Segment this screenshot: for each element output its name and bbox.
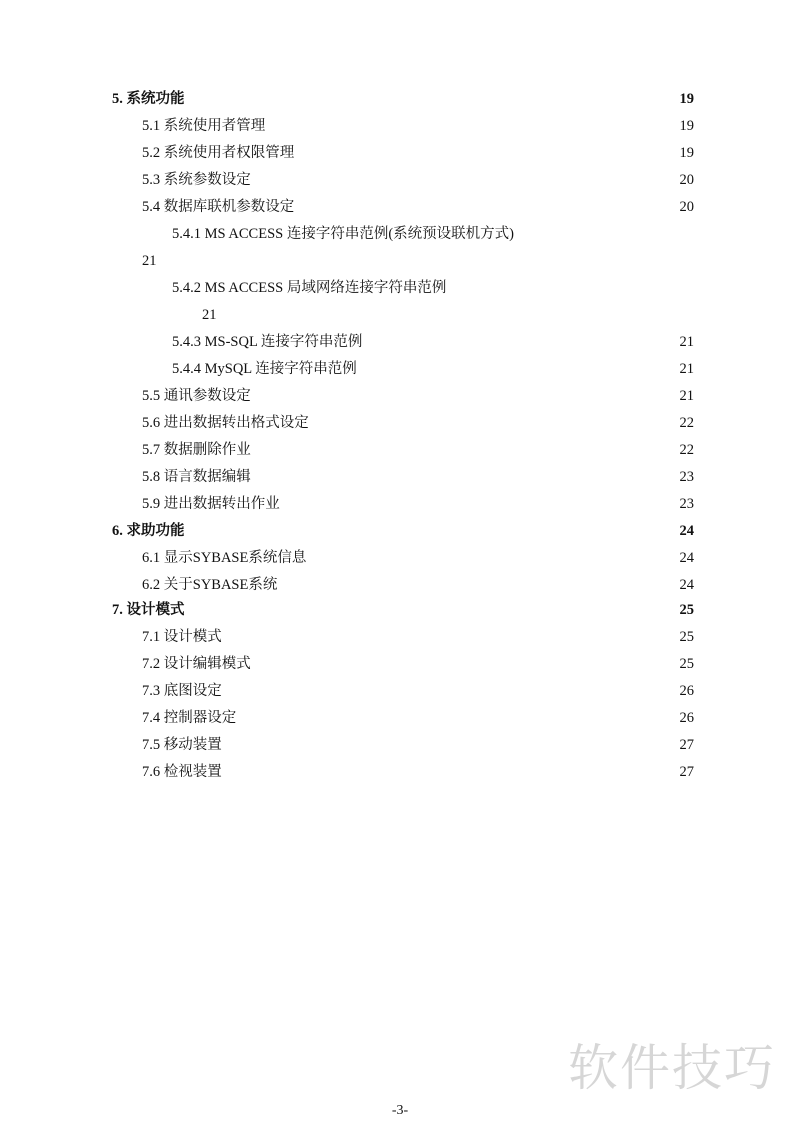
toc-section-7-page: 25: [679, 602, 694, 618]
toc-section-5-page: 19: [679, 91, 694, 107]
toc-5-1-title: 5.1 系统使用者管理: [142, 118, 266, 134]
page-number: -3-: [391, 1103, 409, 1118]
toc-7-4-title: 7.4 控制器设定: [142, 710, 237, 726]
watermark-text: 软件技巧: [568, 1039, 776, 1097]
toc-7-1-page: 25: [679, 629, 694, 645]
toc-5-4-1-title: 5.4.1 MS ACCESS 连接字符串范例(系统预设联机方式): [172, 226, 514, 242]
toc-5-4-3-title: 5.4.3 MS-SQL 连接字符串范例: [172, 334, 363, 350]
toc-7-2-page: 25: [679, 656, 694, 672]
toc-5-4-4-page: 21: [679, 361, 694, 377]
toc-7-4-page: 26: [679, 710, 694, 726]
toc-5-2-title: 5.2 系统使用者权限管理: [142, 145, 295, 161]
toc-5-9-title: 5.9 进出数据转出作业: [142, 496, 280, 512]
toc-5-4-4-title: 5.4.4 MySQL 连接字符串范例: [172, 361, 357, 377]
toc-7-5-title: 7.5 移动装置: [142, 737, 222, 753]
toc-6-2-page: 24: [679, 577, 694, 593]
toc-7-3-title: 7.3 底图设定: [142, 683, 222, 699]
toc-7-1-title: 7.1 设计模式: [142, 629, 222, 645]
toc-section-6-page: 24: [679, 523, 694, 539]
toc-6-1-title: 6.1 显示SYBASE系统信息: [142, 550, 307, 566]
toc-5-1-page: 19: [679, 118, 694, 134]
toc-7-6-page: 27: [679, 764, 694, 780]
toc-5-4-3-page: 21: [679, 334, 694, 350]
toc-section-7-title: 7. 设计模式: [112, 602, 185, 618]
toc-5-3-title: 5.3 系统参数设定: [142, 172, 251, 188]
toc-5-7-page: 22: [679, 442, 694, 458]
toc-5-6-title: 5.6 进出数据转出格式设定: [142, 415, 309, 431]
toc-5-4-1-page: 21: [142, 253, 157, 269]
toc-5-7-title: 5.7 数据删除作业: [142, 442, 251, 458]
toc-5-5-page: 21: [679, 388, 694, 404]
toc-5-4-2-title: 5.4.2 MS ACCESS 局域网络连接字符串范例: [172, 280, 447, 296]
toc-5-9-page: 23: [679, 496, 694, 512]
toc-6-1-page: 24: [679, 550, 694, 566]
toc-7-3-page: 26: [679, 683, 694, 699]
toc-7-2-title: 7.2 设计编辑模式: [142, 656, 251, 672]
toc-6-2-title: 6.2 关于SYBASE系统: [142, 577, 278, 593]
toc-7-5-page: 27: [679, 737, 694, 753]
toc-7-6-title: 7.6 检视装置: [142, 764, 222, 780]
toc-5-5-title: 5.5 通讯参数设定: [142, 388, 251, 404]
toc-5-4-2-page: 21: [202, 307, 217, 323]
toc-5-8-page: 23: [679, 469, 694, 485]
toc-5-8-title: 5.8 语言数据编辑: [142, 469, 251, 485]
toc-5-3-page: 20: [679, 172, 694, 188]
toc-5-4-page: 20: [679, 199, 694, 215]
toc-5-2-page: 19: [679, 145, 694, 161]
toc-section-6-title: 6. 求助功能: [112, 523, 185, 539]
toc-5-6-page: 22: [679, 415, 694, 431]
toc-section-5-title: 5. 系统功能: [112, 91, 185, 107]
toc-5-4-title: 5.4 数据库联机参数设定: [142, 199, 295, 215]
